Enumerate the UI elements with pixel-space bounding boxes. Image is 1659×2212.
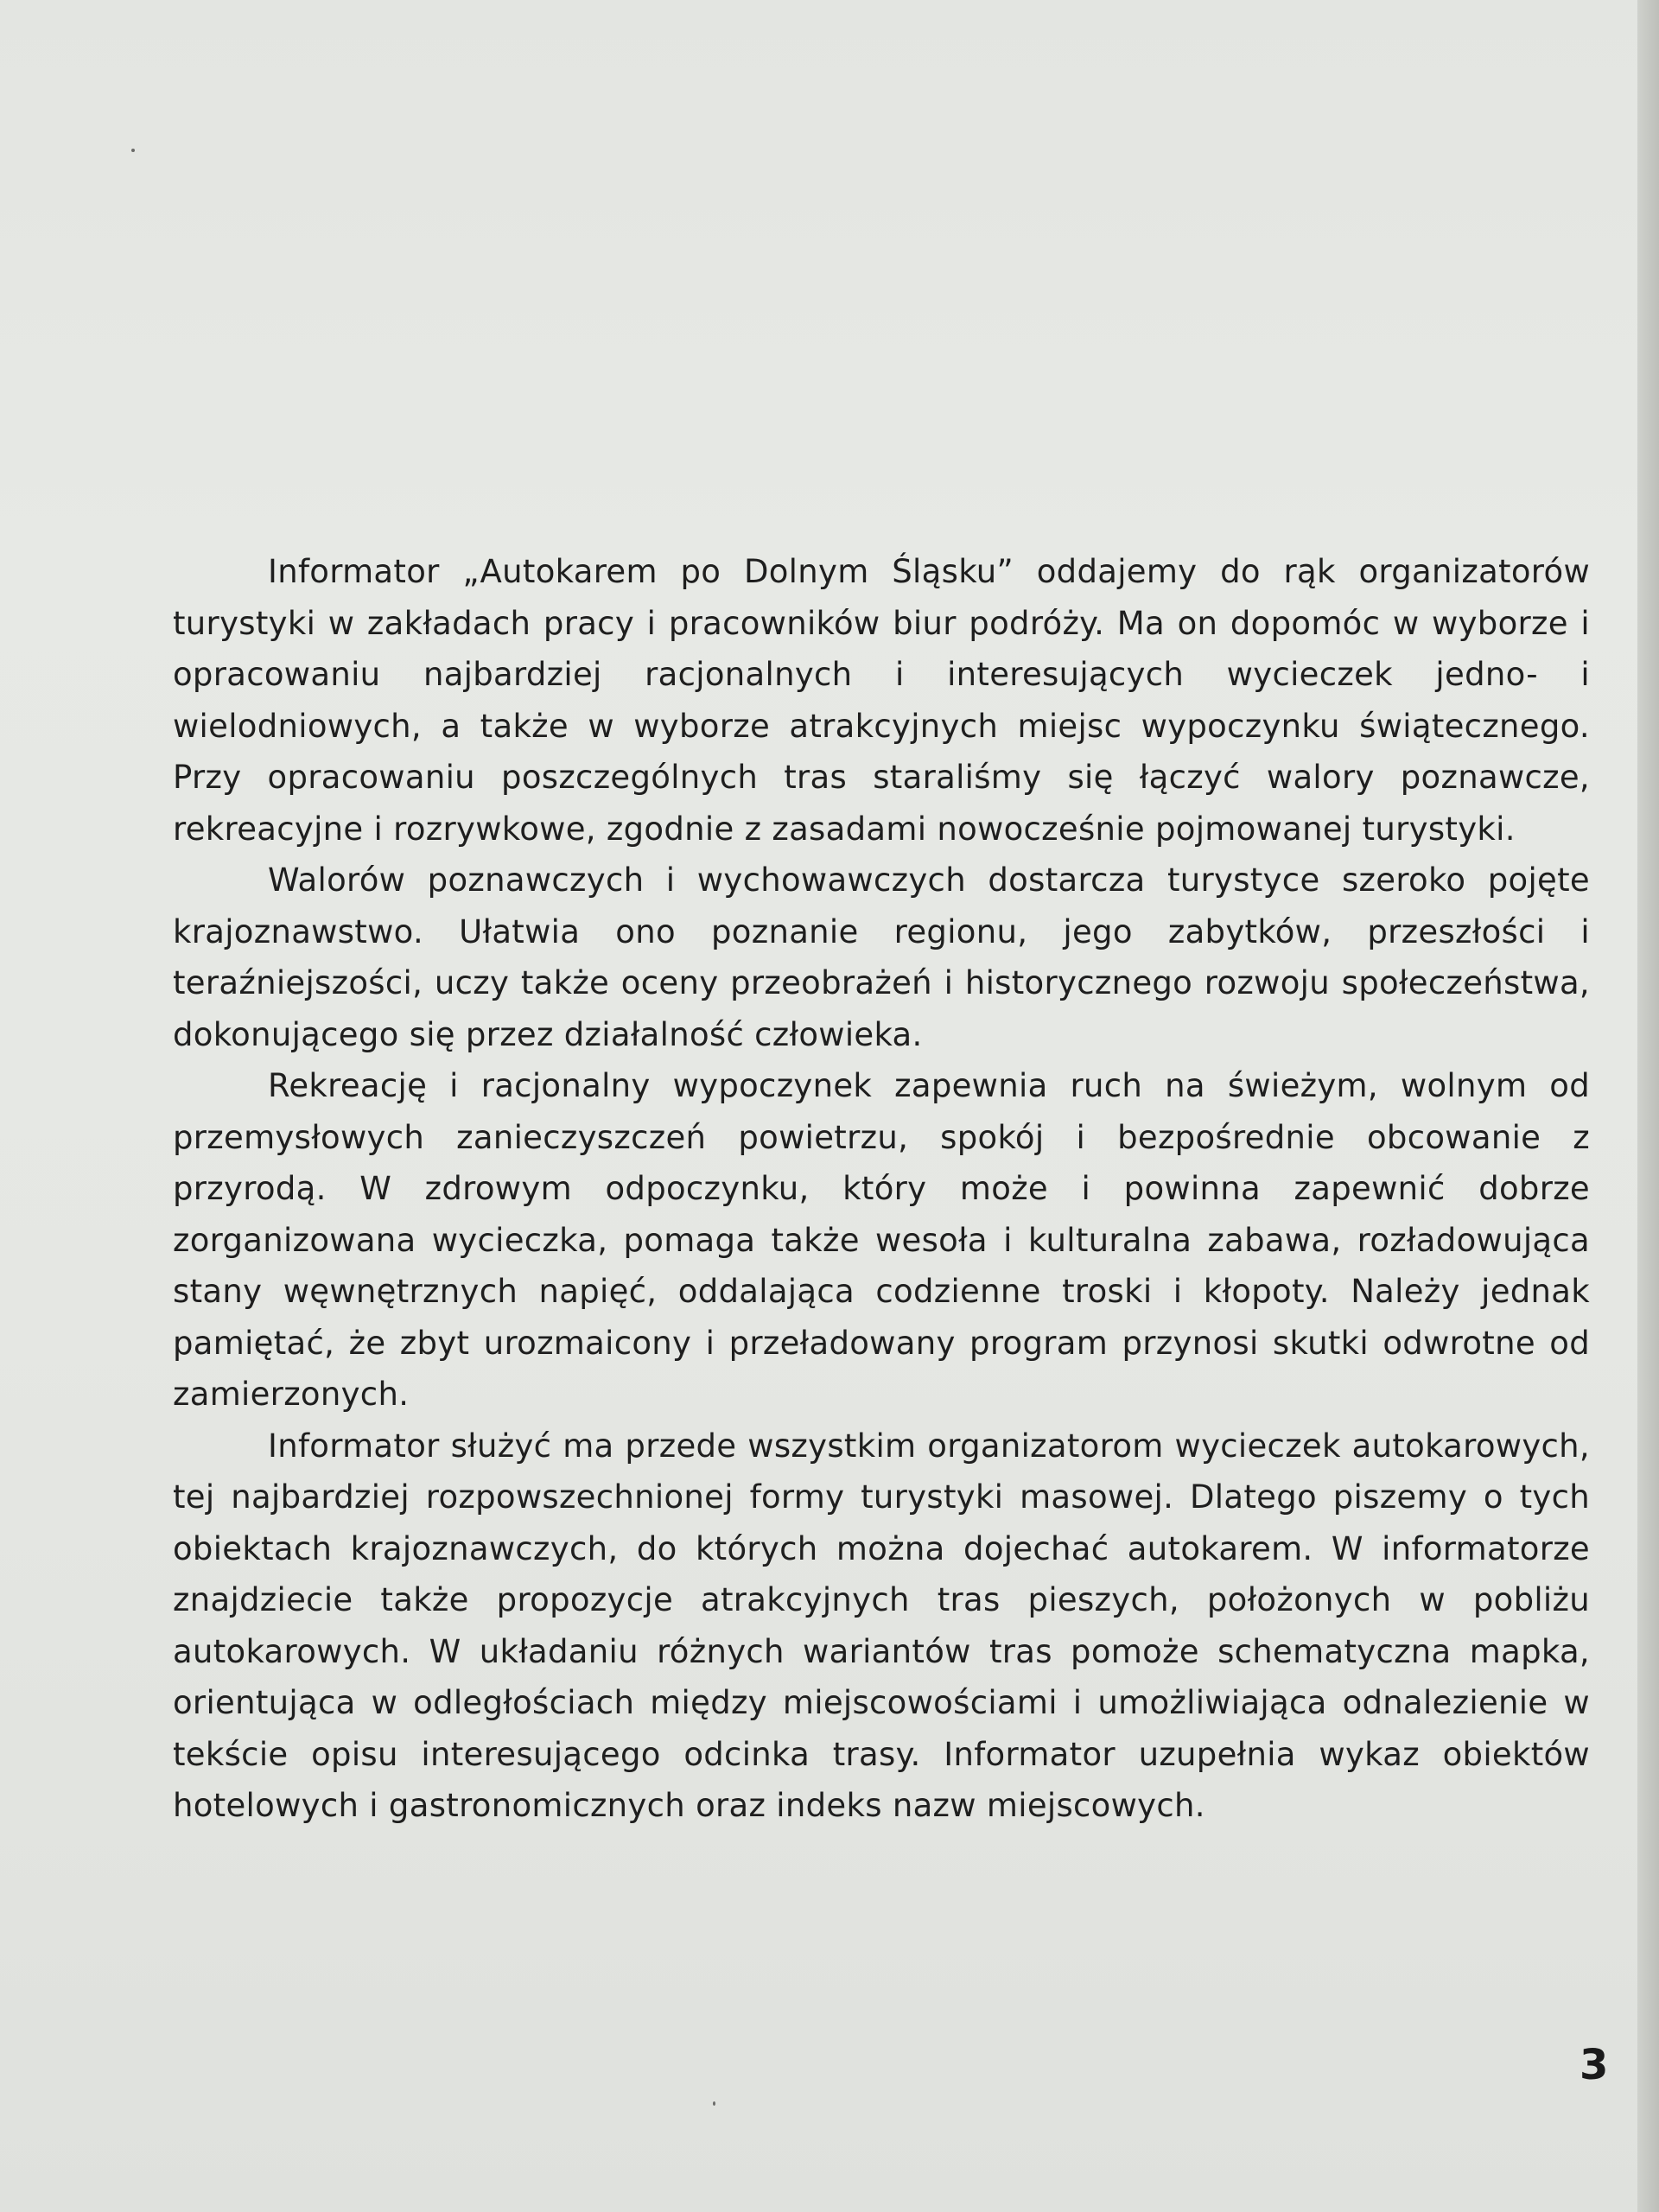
- body-text: [173, 546, 1590, 1832]
- paragraph-recreation: Rekreację i racjonalny wypoczynek zapewnia ruch na świeżym, wolnym od przemysłowych zanieczyszczeń powietrzu, spokój i bezpośrednie obcowanie z przyrodą. W zdrowym odpoczynku, który może i powinna zapewnić dobrze zorganizowana wycieczka, pomaga także wesoła i kulturalna zabawa, rozładowująca stany węwnętrznych napięć, oddalająca codzienne troski i kłopoty. Należy jednak pamiętać, że zbyt urozmaicony i przeładowany program przynosi skutki odwrotne od zamierzonych.: [173, 1067, 1590, 1413]
- paragraph-cognitive-values: Walorów poznawczych i wychowawczych dostarcza turystyce szeroko pojęte krajoznawstwo. Ułatwia ono poznanie regionu, jego zabytków, przeszłości i teraźniejszości, uczy także oceny przeobrażeń i historycznego rozwoju społeczeństwa, dokonującego się przez działalność człowieka.: [173, 861, 1590, 1053]
- paragraph-purpose: Informator służyć ma przede wszystkim organizatorom wycieczek autokarowych, tej najbardziej rozpowszechnionej formy turystyki masowej. Dlatego piszemy o tych obiektach krajoznawczych, do których można dojechać autokarem. W informatorze znajdziecie także propozycje atrakcyjnych tras pieszych, położonych w pobliżu autokarowych. W układaniu różnych wariantów tras pomoże schematyczna mapka, orientująca w odległościach między miejscowościami i umożliwiająca odnalezienie w tekście opisu interesującego odcinka trasy. Informator uzupełnia wykaz obiektów hotelowych i gastronomicznych oraz indeks nazw miejscowych.: [173, 1427, 1590, 1824]
- paper-speck: [131, 149, 135, 152]
- page-number: 3: [1580, 2041, 1609, 2089]
- page-edge-shadow: [1637, 0, 1659, 2212]
- paragraph-intro: Informator „Autokarem po Dolnym Śląsku” oddajemy do rąk organizatorów turystyki w zakładach pracy i pracowników biur podróży. Ma on dopomóc w wyborze i opracowaniu najbardziej racjonalnych i interesujących wycieczek jedno- i wielodniowych, a także w wyborze atrakcyjnych miejsc wypoczynku świątecznego. Przy opracowaniu poszczególnych tras staraliśmy się łączyć walory poznawcze, rekreacyjne i rozrywkowe, zgodnie z zasadami nowocześnie pojmowanej turystyki.: [173, 553, 1590, 848]
- paper-speck: [713, 2101, 715, 2106]
